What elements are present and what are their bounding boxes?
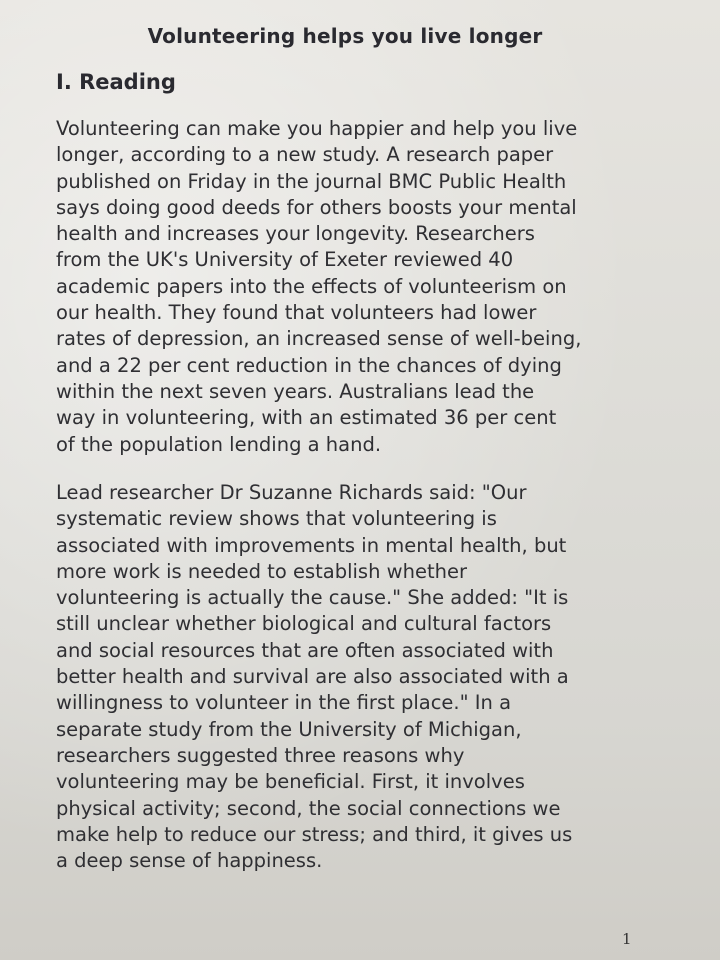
- paragraph-line: separate study from the University of Michigan,: [56, 717, 522, 741]
- paragraph-line: longer, according to a new study. A research paper: [56, 143, 554, 167]
- document-title: Volunteering helps you live longer: [147, 24, 543, 48]
- paragraph-line: of the population lending a hand.: [56, 432, 382, 456]
- paragraph-line: rates of depression, an increased sense of well-being,: [56, 327, 582, 351]
- paragraph-line: health and increases your longevity. Researchers: [56, 222, 535, 246]
- paragraph-line: Volunteering can make you happier and help you live: [56, 117, 578, 140]
- paragraph-line: volunteering may be beneficial. First, it involves: [56, 770, 525, 794]
- paragraph-line: academic papers into the effects of volunteerism on: [56, 274, 567, 298]
- paragraph-line: published on Friday in the journal BMC Public Health: [56, 169, 567, 193]
- paragraph-line: our health. They found that volunteers had lower: [56, 301, 537, 325]
- paragraph-line: volunteering is actually the cause." She added: "It is: [56, 586, 569, 610]
- paragraph-line: way in volunteering, with an estimated 36 per cent: [56, 406, 557, 430]
- paragraph-line: and a 22 per cent reduction in the chances of dying: [56, 353, 562, 377]
- paragraph-line: a deep sense of happiness.: [56, 849, 323, 873]
- paragraph-line: systematic review shows that volunteering is: [56, 507, 497, 531]
- paragraph-line: willingness to volunteer in the first place." In a: [56, 691, 512, 715]
- paragraph-line: better health and survival are also associated with a: [56, 665, 569, 689]
- paragraph-line: still unclear whether biological and cultural factors: [56, 612, 552, 636]
- paragraph-line: researchers suggested three reasons why: [56, 743, 465, 767]
- paragraph-line: associated with improvements in mental health, but: [56, 533, 567, 557]
- paragraph-line: from the UK's University of Exeter reviewed 40: [56, 248, 514, 272]
- paragraph-line: Lead researcher Dr Suzanne Richards said: "Our: [56, 481, 527, 504]
- section-heading: I. Reading: [56, 70, 176, 94]
- paragraph-line: more work is needed to establish whether: [56, 559, 467, 583]
- paragraph-2: [56, 480, 676, 874]
- paragraph-line: says doing good deeds for others boosts your mental: [56, 195, 577, 219]
- paragraph-line: and social resources that are often associated with: [56, 638, 554, 662]
- paragraph-line: physical activity; second, the social connections we: [56, 796, 561, 820]
- paragraph-line: make help to reduce our stress; and third, it gives us: [56, 822, 573, 846]
- paragraph-1: [56, 116, 676, 458]
- page-number: 1: [622, 930, 632, 948]
- paragraph-line: within the next seven years. Australians lead the: [56, 379, 535, 403]
